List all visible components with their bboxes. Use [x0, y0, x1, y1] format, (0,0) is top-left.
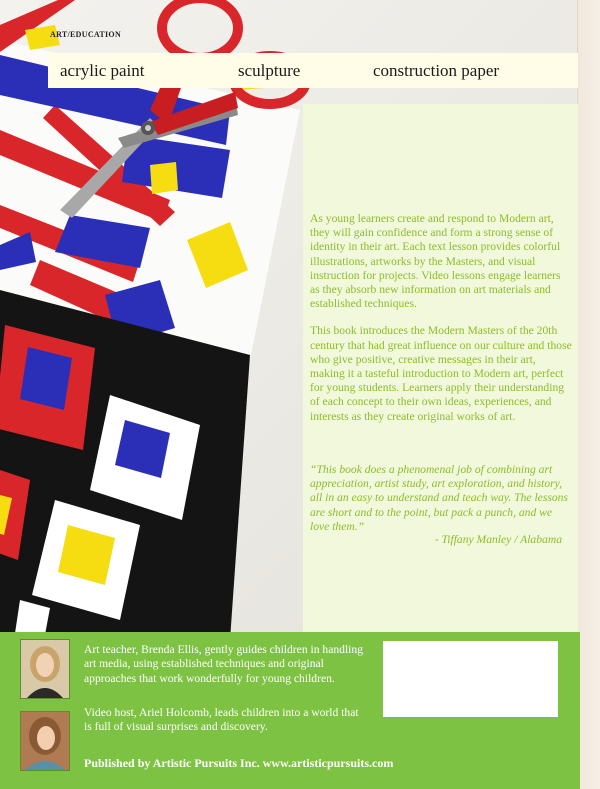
host-bio: Video host, Ariel Holcomb, leads children into a world that is full of visual surprises and discovery.: [84, 706, 359, 734]
media-tag: construction paper: [373, 60, 500, 80]
author-photo: [20, 639, 70, 699]
book-description: [310, 212, 572, 437]
media-tags-bar: [48, 53, 578, 88]
description-paragraph: This book introduces the Modern Masters of the 20th century that had great influence on our culture and those who give positive, creative messages in their art, making it a tasteful introduction to Modern art, perfect for young students. Learners apply their understanding of each concept to their own ideas, experiences, and interests as they create original works of art.: [310, 324, 572, 423]
media-tag: acrylic paint: [60, 60, 145, 80]
review-quote: “This book does a phenomenal job of combining art appreciation, artist study, art exploration, and history, all in an easy to understand and teach way. The lessons are short and to the point, but pack a punch, and we love them.”: [310, 463, 568, 533]
barcode-area: [383, 641, 558, 717]
publisher-line: Published by Artistic Pursuits Inc. www.artisticpursuits.com: [84, 756, 394, 770]
author-bio: Art teacher, Brenda Ellis, gently guides children in handling art media, using established techniques and original approaches that work wonderfully for young children.: [84, 643, 363, 685]
description-paragraph: As young learners create and respond to Modern art, they will gain confidence and form a strong sense of identity in their art. Each text lesson provides colorful illustrations, artworks by the Masters, and visual instruction for projects. Video lessons engage learners as they absorb new information on art materials and established techniques.: [310, 212, 561, 311]
media-tag: sculpture: [238, 60, 301, 80]
host-photo: [20, 711, 70, 771]
book-category: ART/EDUCATION: [50, 30, 122, 39]
review-attribution: - Tiffany Manley / Alabama: [434, 533, 562, 546]
